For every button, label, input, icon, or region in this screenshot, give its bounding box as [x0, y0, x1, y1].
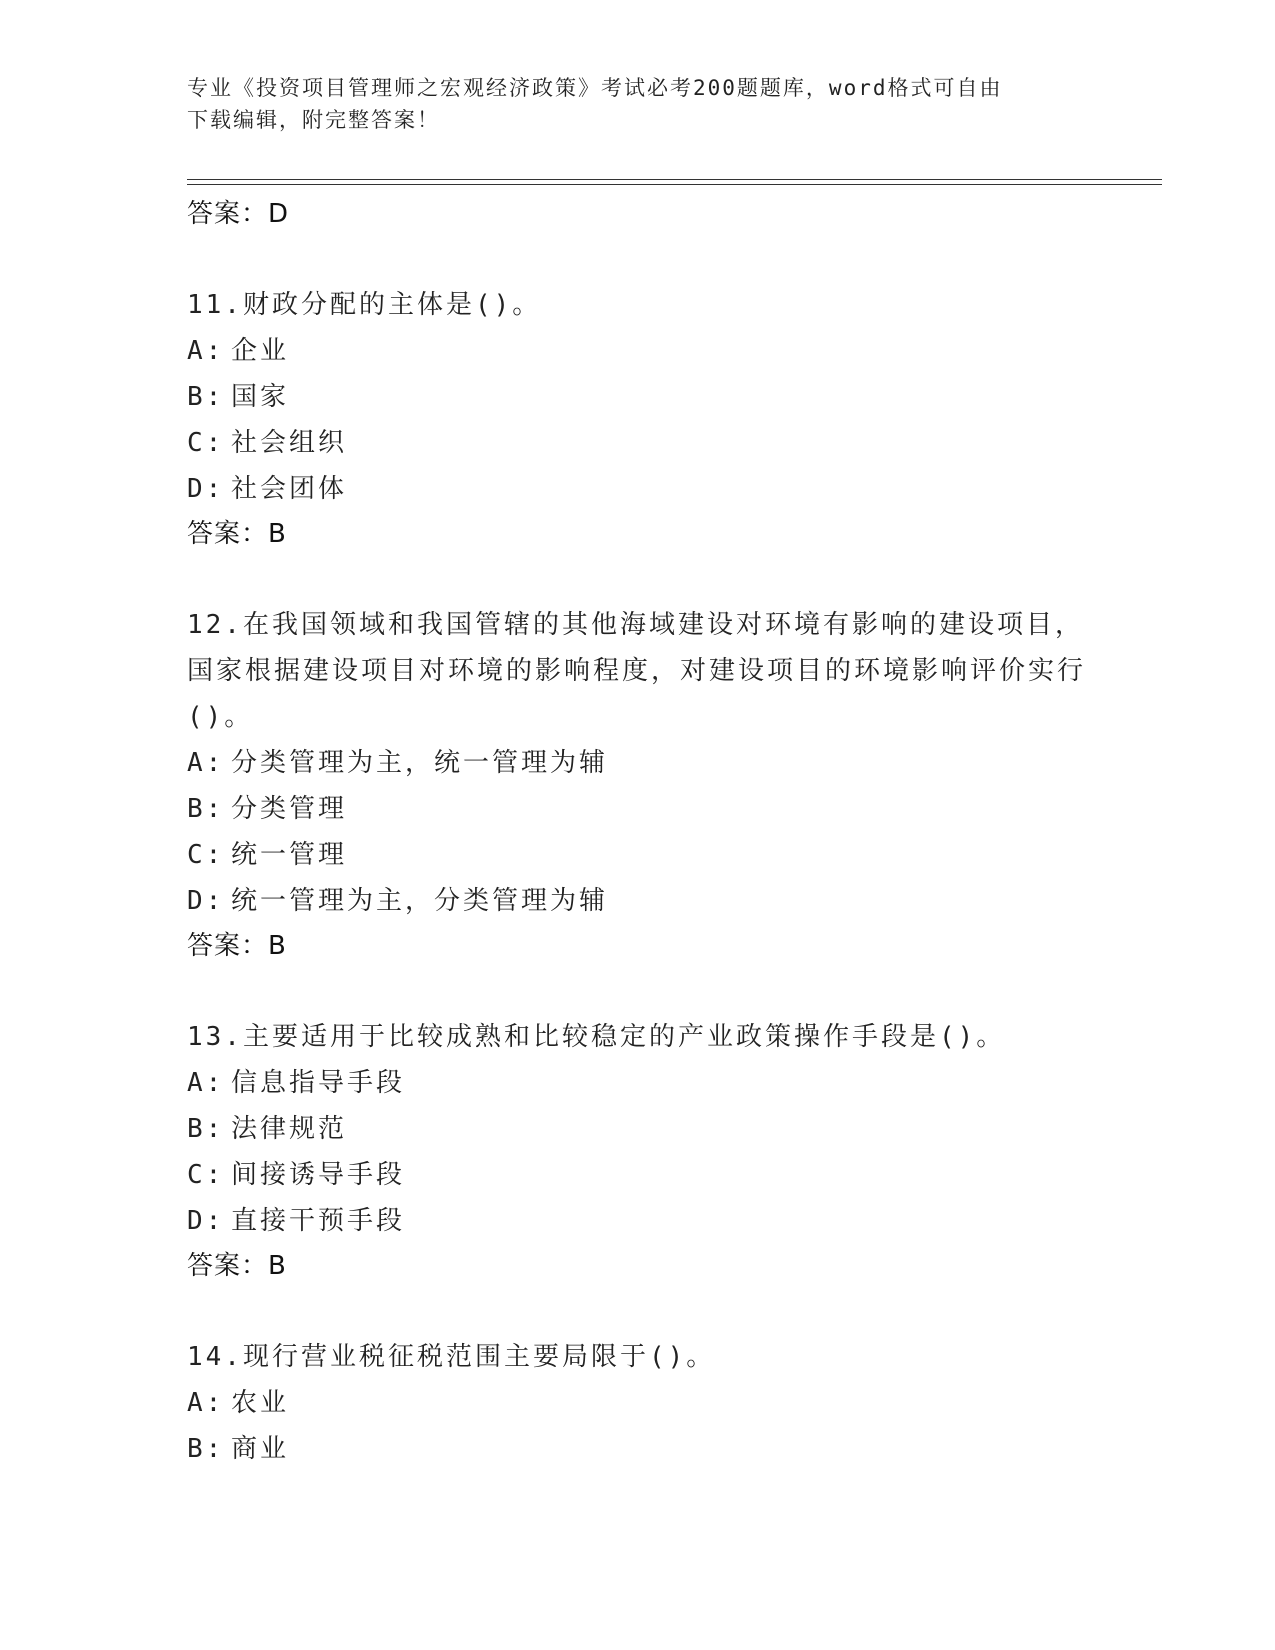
option-13-a: A: 信息指导手段 [187, 1068, 406, 1098]
option-11-a: A: 企业 [187, 336, 290, 366]
option-12-a: A: 分类管理为主，统一管理为辅 [187, 748, 609, 778]
answer-12: 答案：B [187, 931, 287, 961]
option-13-c: C: 间接诱导手段 [187, 1160, 406, 1190]
option-12-b: B: 分类管理 [187, 794, 348, 824]
header-rule-bottom [187, 184, 1162, 185]
header-line-2: 下载编辑，附完整答案！ [187, 108, 440, 132]
option-11-b: B: 国家 [187, 382, 290, 412]
header-line-1: 专业《投资项目管理师之宏观经济政策》考试必考200题题库，word格式可自由 [187, 76, 1003, 100]
question-13: 13.主要适用于比较成熟和比较稳定的产业政策操作手段是()。 [187, 1022, 1006, 1052]
question-14: 14.现行营业税征税范围主要局限于()。 [187, 1342, 716, 1372]
option-13-b: B: 法律规范 [187, 1114, 348, 1144]
option-11-c: C: 社会组织 [187, 428, 348, 458]
option-14-a: A: 农业 [187, 1388, 290, 1418]
option-11-d: D: 社会团体 [187, 474, 348, 504]
answer-13: 答案：B [187, 1251, 287, 1281]
option-12-c: C: 统一管理 [187, 840, 348, 870]
document-header [187, 72, 1087, 136]
option-13-d: D: 直接干预手段 [187, 1206, 406, 1236]
question-12: 12.在我国领域和我国管辖的其他海域建设对环境有影响的建设项目，国家根据建设项目对环境的影响程度，对建设项目的环境影响评价实行()。 [187, 610, 1087, 732]
question-11: 11.财政分配的主体是()。 [187, 290, 542, 320]
question-list [187, 192, 1087, 1472]
answer-11: 答案：B [187, 519, 287, 549]
option-14-b: B: 商业 [187, 1434, 290, 1464]
option-12-d: D: 统一管理为主，分类管理为辅 [187, 886, 609, 916]
answer-prev: 答案：D [187, 199, 290, 229]
header-rule-top [187, 179, 1162, 180]
